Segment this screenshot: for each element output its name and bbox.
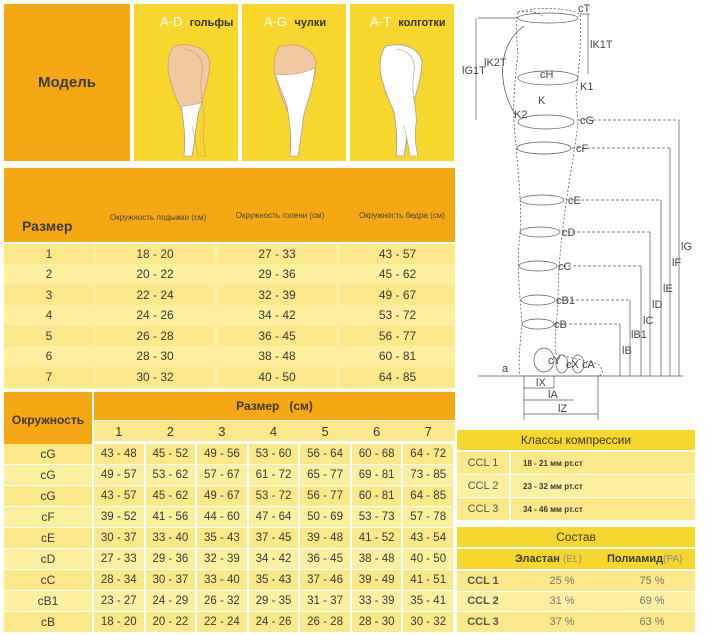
circ-value: 41 - 52 xyxy=(352,528,402,548)
circ-value: 73 - 85 xyxy=(403,465,453,485)
circ-row-label: cB1 xyxy=(4,591,92,611)
size-number: 3 xyxy=(4,285,94,305)
diag-label: cF xyxy=(576,143,589,155)
compression-row xyxy=(457,475,695,497)
diag-label: lG1T xyxy=(462,65,486,77)
circ-row-label: cC xyxy=(4,570,92,590)
compression-range: 18 - 21 мм рт.ст xyxy=(511,452,695,474)
circ-size-number: 2 xyxy=(166,423,174,439)
circ-value: 39 - 52 xyxy=(94,507,144,527)
circ-value: 29 - 35 xyxy=(249,591,299,611)
circ-size-number: 7 xyxy=(424,423,432,439)
circ-value: 49 - 67 xyxy=(197,486,247,506)
diag-label: cB1 xyxy=(556,295,575,307)
size-number: 7 xyxy=(4,367,94,387)
circ-value: 36 - 45 xyxy=(300,549,350,569)
diag-label: lA xyxy=(548,389,558,401)
size-value: 43 - 57 xyxy=(340,244,455,264)
size-value: 56 - 77 xyxy=(340,326,455,346)
circ-value: 34 - 42 xyxy=(249,549,299,569)
size-value: 53 - 72 xyxy=(340,306,455,326)
circ-value: 45 - 62 xyxy=(146,486,196,506)
circ-value: 61 - 72 xyxy=(249,465,299,485)
circ-size-header-box xyxy=(94,392,455,420)
col-thigh-header: Окружность бедра (см) xyxy=(359,211,445,220)
diag-label: cC xyxy=(558,261,572,273)
circ-row-label: cG xyxy=(4,465,92,485)
circ-size-number: 3 xyxy=(218,423,226,439)
circ-value: 33 - 39 xyxy=(352,591,402,611)
circ-value: 43 - 57 xyxy=(94,486,144,506)
composition-elastane: 31 % xyxy=(549,595,575,608)
model-code: A-T xyxy=(370,14,391,29)
compression-panel xyxy=(457,430,695,522)
composition-title: Состав xyxy=(556,530,596,544)
diag-label: cH xyxy=(540,69,554,81)
composition-polyamide: 63 % xyxy=(639,615,665,628)
size-row xyxy=(4,347,455,367)
circ-row-label: cE xyxy=(4,528,92,548)
size-header: Размер xyxy=(22,218,73,234)
circ-value: 64 - 85 xyxy=(403,486,453,506)
circ-row xyxy=(4,444,455,464)
size-number: 1 xyxy=(4,244,94,264)
size-value: 34 - 42 xyxy=(218,306,336,326)
compression-rows xyxy=(457,452,695,522)
compression-row xyxy=(457,498,695,520)
diag-label: cX xyxy=(566,359,579,371)
circ-value: 30 - 32 xyxy=(403,612,453,632)
circ-table-body xyxy=(4,444,455,633)
circ-value: 56 - 64 xyxy=(300,444,350,464)
size-number: 6 xyxy=(4,347,94,367)
circ-value: 53 - 72 xyxy=(249,486,299,506)
circ-value: 69 - 81 xyxy=(352,465,402,485)
size-value: 20 - 22 xyxy=(96,265,214,285)
diag-label: lX xyxy=(536,377,546,389)
circ-row xyxy=(4,528,455,548)
size-value: 26 - 28 xyxy=(96,326,214,346)
composition-row xyxy=(457,612,695,632)
composition-header-row xyxy=(457,549,695,569)
diag-label: cY xyxy=(548,355,561,367)
leg-tights-icon xyxy=(374,44,434,159)
circ-row xyxy=(4,507,455,527)
size-value: 30 - 32 xyxy=(96,367,214,387)
circ-value: 24 - 26 xyxy=(249,612,299,632)
diag-label: lE xyxy=(663,283,673,295)
composition-title-box xyxy=(457,527,695,547)
size-value: 60 - 81 xyxy=(340,347,455,367)
circ-value: 35 - 43 xyxy=(249,570,299,590)
size-value: 38 - 48 xyxy=(218,347,336,367)
circ-value: 49 - 56 xyxy=(197,444,247,464)
col-ankle-header: Окружность лодыжки (см) xyxy=(109,213,207,222)
diag-label: lB xyxy=(622,345,632,357)
circ-row-label: cB xyxy=(4,612,92,632)
diag-label: lB1 xyxy=(631,329,647,341)
circ-value: 53 - 73 xyxy=(352,507,402,527)
model-card-at xyxy=(350,4,454,161)
circ-row xyxy=(4,570,455,590)
circ-row xyxy=(4,549,455,569)
circ-size-number: 4 xyxy=(269,423,278,439)
circ-size-numbers xyxy=(94,421,455,441)
compression-range: 34 - 46 мм рт.ст xyxy=(511,498,695,520)
composition-polyamide: 69 % xyxy=(639,595,665,608)
diag-label: K xyxy=(538,95,546,107)
circ-value: 45 - 52 xyxy=(146,444,196,464)
circ-value: 60 - 68 xyxy=(352,444,402,464)
circ-value: 65 - 77 xyxy=(300,465,350,485)
composition-class: CCL 2 xyxy=(467,595,499,608)
size-table-header xyxy=(4,168,455,242)
composition-row xyxy=(457,571,695,591)
size-value: 18 - 20 xyxy=(96,244,214,264)
model-code: A-G xyxy=(264,14,288,29)
circ-row xyxy=(4,486,455,506)
composition-polyamide: 75 % xyxy=(639,574,665,587)
circ-value: 43 - 48 xyxy=(94,444,144,464)
size-value: 28 - 30 xyxy=(96,347,214,367)
diag-label: lD xyxy=(652,299,663,311)
size-row xyxy=(4,285,455,305)
circ-value: 43 - 54 xyxy=(403,528,453,548)
size-value: 40 - 50 xyxy=(218,367,336,387)
circ-value: 56 - 77 xyxy=(300,486,350,506)
size-row xyxy=(4,244,455,264)
composition-panel xyxy=(457,527,695,633)
circ-value: 40 - 50 xyxy=(403,549,453,569)
circ-value: 31 - 37 xyxy=(300,591,350,611)
circ-value: 32 - 39 xyxy=(197,549,247,569)
model-card-ag xyxy=(242,4,346,161)
col-elastane: Эластан (EL) xyxy=(515,553,582,565)
composition-rows xyxy=(457,571,695,633)
circ-value: 41 - 56 xyxy=(146,507,196,527)
model-name: гольфы xyxy=(189,17,234,29)
circ-value: 30 - 37 xyxy=(146,570,196,590)
circ-value: 37 - 45 xyxy=(249,528,299,548)
circ-row-label: cD xyxy=(4,549,92,569)
diag-label: K1 xyxy=(580,81,594,93)
size-value: 24 - 26 xyxy=(96,306,214,326)
size-number: 4 xyxy=(4,306,94,326)
composition-elastane: 25 % xyxy=(549,574,575,587)
size-value: 64 - 85 xyxy=(340,367,455,387)
size-value: 22 - 24 xyxy=(96,285,214,305)
circ-value: 44 - 60 xyxy=(197,507,247,527)
circ-header: Окружность xyxy=(11,413,85,427)
circ-value: 20 - 22 xyxy=(146,612,196,632)
size-value: 29 - 36 xyxy=(218,265,336,285)
size-row xyxy=(4,265,455,285)
circ-label-box xyxy=(4,392,92,448)
model-label: Модель xyxy=(37,74,97,91)
model-name: чулки xyxy=(294,17,327,29)
circ-value: 35 - 43 xyxy=(197,528,247,548)
circ-value: 23 - 27 xyxy=(94,591,144,611)
leg-golf-icon xyxy=(162,44,222,159)
col-polyamide: Полиамид(PA) xyxy=(607,553,683,565)
compression-class: CCL 3 xyxy=(457,498,509,520)
size-value: 49 - 67 xyxy=(340,285,455,305)
model-card-ad xyxy=(134,4,238,161)
circ-value: 26 - 32 xyxy=(197,591,247,611)
diag-label: lK2T xyxy=(484,57,507,69)
circ-value: 37 - 46 xyxy=(300,570,350,590)
circ-value: 30 - 37 xyxy=(94,528,144,548)
circ-value: 39 - 48 xyxy=(300,528,350,548)
circ-row-label: cF xyxy=(4,507,92,527)
diag-label: cA xyxy=(582,359,595,371)
size-value: 45 - 62 xyxy=(340,265,455,285)
circ-value: 49 - 57 xyxy=(94,465,144,485)
circ-value: 28 - 30 xyxy=(352,612,402,632)
size-row xyxy=(4,367,455,387)
circ-row xyxy=(4,591,455,611)
circ-value: 33 - 40 xyxy=(146,528,196,548)
composition-class: CCL 1 xyxy=(467,574,499,587)
circ-value: 22 - 24 xyxy=(197,612,247,632)
leg-stocking-icon xyxy=(268,44,328,159)
diag-label: cE xyxy=(568,195,581,207)
composition-class: CCL 3 xyxy=(467,615,499,628)
col-calf-header: Окружность голени (см) xyxy=(235,211,325,220)
model-code: A-D xyxy=(160,14,183,29)
compression-range: 23 - 32 мм рт.ст xyxy=(511,475,695,497)
size-number: 5 xyxy=(4,326,94,346)
diag-label: cD xyxy=(562,227,576,239)
size-row xyxy=(4,306,455,326)
compression-title: Классы компрессии xyxy=(520,433,632,447)
size-value: 36 - 45 xyxy=(218,326,336,346)
size-row xyxy=(4,326,455,346)
size-value: 27 - 33 xyxy=(218,244,336,264)
circ-size-number: 6 xyxy=(373,423,381,439)
circ-value: 18 - 20 xyxy=(94,612,144,632)
circ-size-number: 5 xyxy=(321,423,329,439)
circ-value: 24 - 29 xyxy=(146,591,196,611)
diag-label: a xyxy=(502,363,509,375)
circ-value: 27 - 33 xyxy=(94,549,144,569)
diag-label: lK1T xyxy=(590,39,613,51)
circ-size-header: Размер (см) xyxy=(236,399,313,413)
circ-value: 28 - 34 xyxy=(94,570,144,590)
composition-elastane: 37 % xyxy=(549,615,575,628)
compression-title-box xyxy=(457,430,695,450)
diag-label: K2 xyxy=(514,109,528,121)
circ-value: 60 - 81 xyxy=(352,486,402,506)
circ-value: 47 - 64 xyxy=(249,507,299,527)
diag-label: lZ xyxy=(558,403,568,415)
circ-row-label: cG xyxy=(4,486,92,506)
circ-value: 57 - 67 xyxy=(197,465,247,485)
circ-value: 39 - 49 xyxy=(352,570,402,590)
circ-value: 33 - 40 xyxy=(197,570,247,590)
diag-label: lG xyxy=(681,241,692,253)
circ-value: 53 - 60 xyxy=(249,444,299,464)
size-table-body xyxy=(4,244,455,389)
diag-label: cG xyxy=(580,115,595,127)
circ-row-label: cG xyxy=(4,444,92,464)
circ-value: 29 - 36 xyxy=(146,549,196,569)
circ-row xyxy=(4,465,455,485)
circ-value: 53 - 62 xyxy=(146,465,196,485)
circ-value: 57 - 78 xyxy=(403,507,453,527)
compression-row xyxy=(457,452,695,474)
circ-row xyxy=(4,612,455,632)
diag-label: cT xyxy=(578,4,591,15)
circ-value: 35 - 41 xyxy=(403,591,453,611)
diag-label: lC xyxy=(643,315,654,327)
circ-value: 26 - 28 xyxy=(300,612,350,632)
circ-value: 50 - 69 xyxy=(300,507,350,527)
circ-value: 64 - 72 xyxy=(403,444,453,464)
model-label-box xyxy=(4,4,130,161)
compression-class: CCL 2 xyxy=(457,475,509,497)
size-value: 32 - 39 xyxy=(218,285,336,305)
leg-measurement-diagram xyxy=(458,4,702,426)
circ-value: 41 - 51 xyxy=(403,570,453,590)
diag-label: lF xyxy=(672,257,682,269)
composition-row xyxy=(457,592,695,612)
model-name: колготки xyxy=(398,17,446,29)
compression-class: CCL 1 xyxy=(457,452,509,474)
circ-size-number: 1 xyxy=(115,423,123,439)
size-number: 2 xyxy=(4,265,94,285)
circ-value: 38 - 48 xyxy=(352,549,402,569)
diag-label: cB xyxy=(554,319,567,331)
